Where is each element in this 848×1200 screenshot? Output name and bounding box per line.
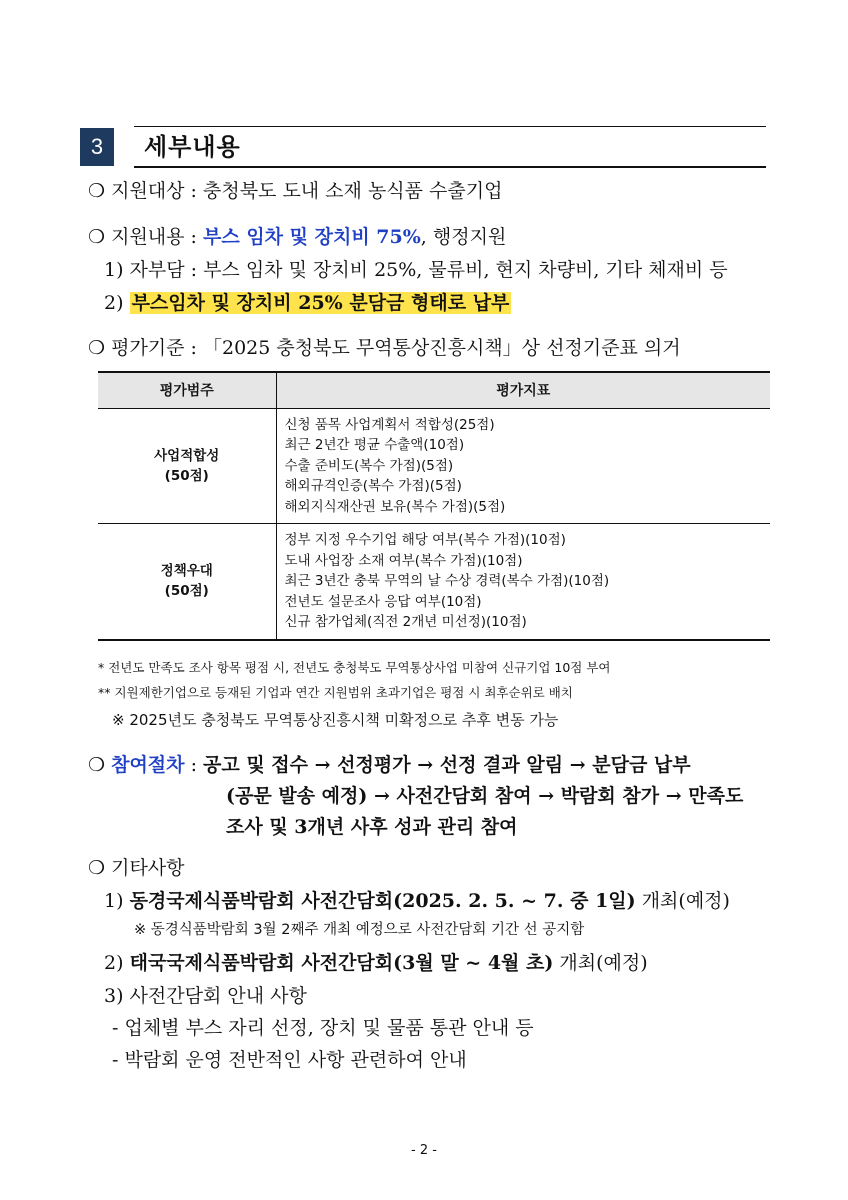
note-2: ** 지원제한기업으로 등재된 기업과 연간 지원범위 초과기업은 평점 시 최후순위로 배치 bbox=[98, 685, 573, 700]
procedure-line-3: 조사 및 3개년 사후 성과 관리 참여 bbox=[226, 816, 518, 838]
support-item-2-highlight: 부스임차 및 장치비 25% 분담금 형태로 납부 bbox=[131, 292, 510, 314]
indicator-item: 신청 품목 사업계획서 적합성(25점) bbox=[284, 416, 495, 433]
etc-item-3: 3) 사전간담회 안내 사항 bbox=[104, 985, 307, 1007]
support-line bbox=[88, 224, 506, 250]
support-item-1: 1) 자부담 : 부스 임차 및 장치비 25%, 물류비, 현지 차량비, 기타 체재비 등 bbox=[104, 259, 728, 281]
criteria-line bbox=[88, 335, 681, 361]
indicator-item: 수출 준비도(복수 가점)(5점) bbox=[284, 457, 454, 474]
bullet-icon: ❍ bbox=[88, 754, 106, 776]
support-item-2-num: 2) bbox=[104, 292, 124, 314]
indicator-item: 전년도 설문조사 응답 여부(10점) bbox=[284, 593, 482, 610]
category-name: 사업적합성 bbox=[154, 447, 220, 464]
etc-item-2-rest: 개최(예정) bbox=[559, 952, 648, 974]
support-highlight: 부스 임차 및 장치비 75% bbox=[203, 226, 421, 248]
etc-item-1 bbox=[104, 888, 730, 914]
category-score: (50점) bbox=[164, 467, 209, 484]
category-name: 정책우대 bbox=[160, 563, 213, 580]
etc-item-1-rest: 개최(예정) bbox=[641, 890, 730, 912]
header-bottom-line bbox=[134, 166, 766, 168]
support-label: 지원내용 : bbox=[111, 226, 197, 248]
indicator-item: 최근 2년간 평균 수출액(10점) bbox=[284, 437, 465, 453]
bullet-icon: ❍ bbox=[88, 226, 106, 248]
table-row bbox=[98, 524, 770, 640]
procedure-line-1 bbox=[88, 752, 691, 778]
etc-item-1-note: ※ 동경식품박람회 3월 2째주 개최 예정으로 사전간담회 기간 선 공지함 bbox=[134, 922, 585, 938]
section-number: 3 bbox=[80, 128, 114, 166]
etc-item-2-bold: 태국국제식품박람회 사전간담회(3월 말 ~ 4월 초) bbox=[129, 952, 554, 974]
procedure-label: 참여절차 bbox=[111, 754, 185, 776]
table-cell-indicators bbox=[276, 408, 770, 524]
target-line bbox=[88, 178, 502, 204]
support-rest: , 행정지원 bbox=[420, 226, 507, 248]
support-item-2 bbox=[104, 290, 511, 316]
indicator-item: 해외규격인증(복수 가점)(5점) bbox=[284, 478, 462, 494]
etc-item-2-num: 2) bbox=[104, 952, 124, 974]
procedure-text-1: 공고 및 접수 → 선정평가 → 선정 결과 알림 → 분담금 납부 bbox=[203, 754, 691, 776]
section-title: 세부내용 bbox=[144, 133, 241, 161]
procedure-colon: : bbox=[190, 754, 197, 776]
indicator-item: 정부 지정 우수기업 해당 여부(복수 가점)(10점) bbox=[284, 532, 566, 548]
indicator-item: 최근 3년간 충북 무역의 날 수상 경력(복수 가점)(10점) bbox=[284, 573, 610, 589]
etc-label: 기타사항 bbox=[111, 857, 185, 879]
etc-item-1-num: 1) bbox=[104, 890, 124, 912]
category-score: (50점) bbox=[164, 583, 209, 600]
evaluation-table bbox=[98, 371, 770, 641]
note-1: * 전년도 만족도 조사 항목 평점 시, 전년도 충청북도 무역통상사업 미참여 신규기업 10점 부여 bbox=[98, 660, 611, 675]
table-header-indicator: 평가지표 bbox=[276, 372, 770, 408]
bullet-icon: ❍ bbox=[88, 180, 106, 202]
bullet-icon: ❍ bbox=[88, 337, 106, 359]
criteria-text: 평가기준 : 「2025 충청북도 무역통상진흥시책」상 선정기준표 의거 bbox=[111, 337, 681, 359]
indicator-item: 도내 사업장 소재 여부(복수 가점)(10점) bbox=[284, 552, 523, 569]
etc-line bbox=[88, 855, 185, 881]
table-header-row bbox=[98, 372, 770, 408]
target-label: 지원대상 : bbox=[111, 180, 197, 202]
procedure-line-2: (공문 발송 예정) → 사전간담회 참여 → 박람회 참가 → 만족도 bbox=[226, 785, 744, 807]
etc-item-2 bbox=[104, 950, 648, 976]
etc-detail-2: - 박람회 운영 전반적인 사항 관련하여 안내 bbox=[112, 1049, 467, 1071]
table-row bbox=[98, 408, 770, 524]
page-number: - 2 - bbox=[411, 1143, 437, 1158]
table-header-category: 평가범주 bbox=[98, 372, 276, 408]
indicator-item: 신규 참가업체(직전 2개년 미선정)(10점) bbox=[284, 614, 527, 630]
section-header bbox=[80, 126, 766, 168]
table-cell-indicators bbox=[276, 524, 770, 640]
indicator-item: 해외지식재산권 보유(복수 가점)(5점) bbox=[284, 498, 506, 515]
table-cell-category bbox=[98, 408, 276, 524]
etc-detail-1: - 업체별 부스 자리 선정, 장치 및 물품 통관 안내 등 bbox=[112, 1017, 534, 1039]
target-value: 충청북도 도내 소재 농식품 수출기업 bbox=[203, 180, 503, 202]
note-3: ※ 2025년도 충청북도 무역통상진흥시책 미확정으로 추후 변동 가능 bbox=[112, 711, 559, 729]
etc-item-1-bold: 동경국제식품박람회 사전간담회(2025. 2. 5. ~ 7. 중 1일) bbox=[129, 890, 636, 912]
bullet-icon: ❍ bbox=[88, 857, 106, 879]
table-cell-category bbox=[98, 524, 276, 640]
header-top-line bbox=[134, 126, 766, 127]
